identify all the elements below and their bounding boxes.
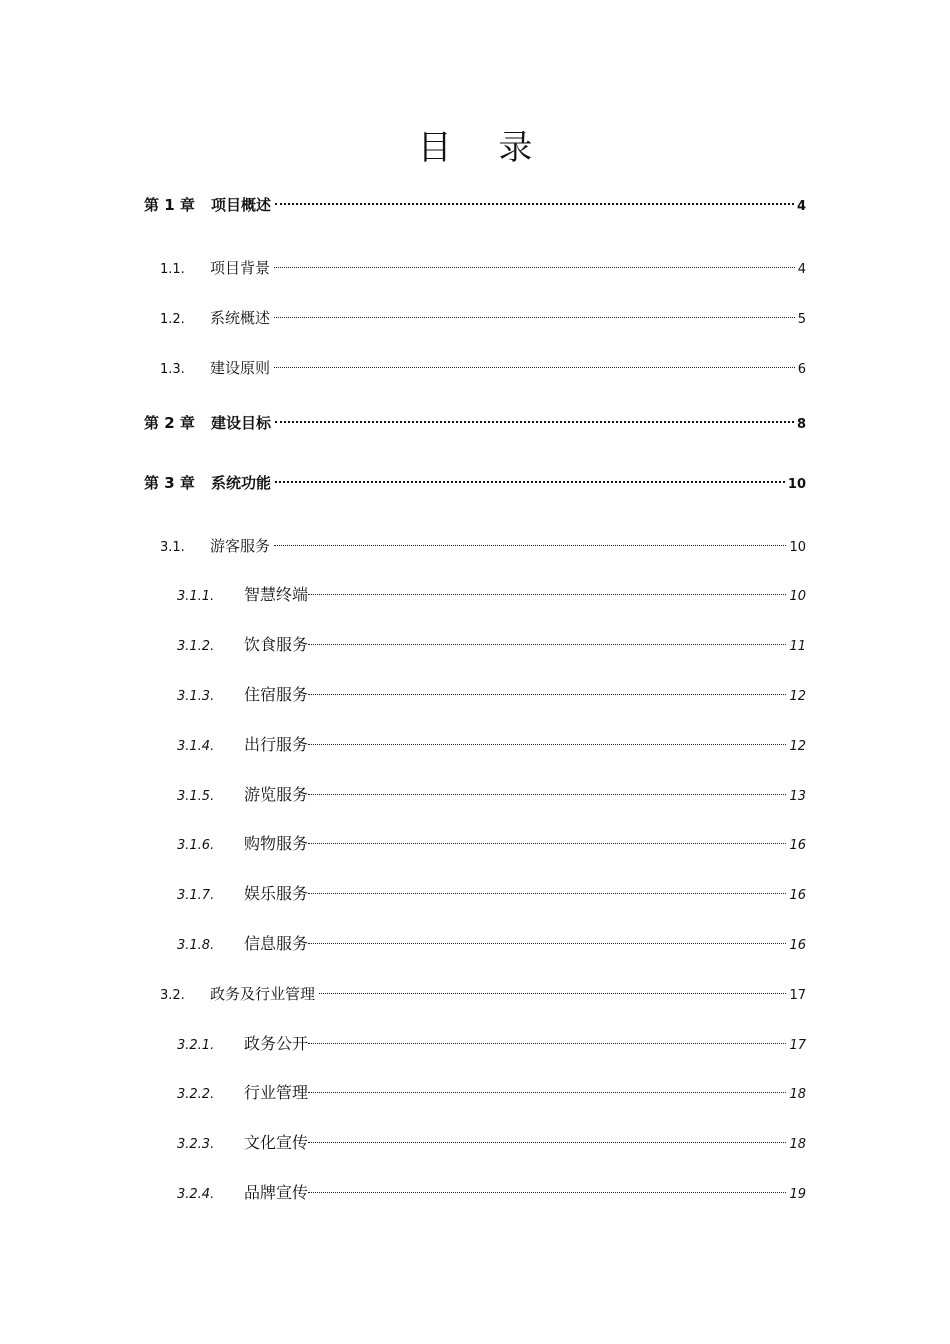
toc-entry-label: 项目背景 bbox=[210, 259, 271, 277]
toc-entry-number: 3.2. bbox=[160, 988, 185, 1003]
toc-entry-subsection-3-2-4[interactable] bbox=[177, 1174, 806, 1202]
toc-entry-chapter-1[interactable] bbox=[144, 186, 806, 214]
dot-leader bbox=[308, 1124, 786, 1148]
dot-leader bbox=[308, 626, 786, 650]
toc-entry-page: 17 bbox=[789, 988, 806, 1003]
toc-entry-label: 出行服务 bbox=[244, 735, 309, 754]
toc-entry-number: 3.1.4. bbox=[177, 739, 215, 754]
toc-entry-label: 建设原则 bbox=[210, 359, 271, 377]
toc-entry-subsection-3-1-6[interactable] bbox=[177, 825, 806, 853]
dot-leader bbox=[274, 349, 795, 373]
toc-entry-page: 12 bbox=[789, 739, 806, 754]
toc-entry-label: 文化宣传 bbox=[244, 1133, 309, 1152]
toc-entry-page: 16 bbox=[789, 888, 806, 903]
toc-entry-number: 3.2.2. bbox=[177, 1087, 215, 1102]
toc-entry-label: 行业管理 bbox=[244, 1083, 309, 1102]
dot-leader bbox=[308, 726, 786, 750]
toc-entry-number: 3.1.8. bbox=[177, 938, 215, 953]
toc-entry-label: 建设目标 bbox=[211, 414, 272, 432]
dot-leader bbox=[308, 1174, 786, 1198]
toc-entry-number: 1.1. bbox=[160, 262, 185, 277]
toc-entry-number: 3.1.5. bbox=[177, 789, 215, 804]
toc-entry-label: 智慧终端 bbox=[244, 585, 309, 604]
toc-entry-number: 1.3. bbox=[160, 362, 185, 377]
toc-entry-page: 5 bbox=[797, 312, 806, 327]
toc-entry-section-1-1[interactable] bbox=[160, 249, 806, 277]
toc-entry-page: 10 bbox=[789, 540, 806, 555]
toc-entry-number: 3.1. bbox=[160, 540, 185, 555]
toc-entry-section-1-3[interactable] bbox=[160, 349, 806, 377]
toc-entry-subsection-3-2-3[interactable] bbox=[177, 1124, 806, 1152]
toc-entry-page: 13 bbox=[789, 789, 806, 804]
toc-entry-number: 第 1 章 bbox=[144, 196, 195, 214]
dot-leader bbox=[319, 975, 786, 999]
toc-entry-label: 项目概述 bbox=[211, 196, 272, 214]
toc-entry-page: 12 bbox=[789, 689, 806, 704]
toc-entry-label: 信息服务 bbox=[244, 934, 309, 953]
toc-entry-number: 3.2.1. bbox=[177, 1038, 215, 1053]
toc-entry-subsection-3-2-1[interactable] bbox=[177, 1025, 806, 1053]
toc-entry-number: 3.1.3. bbox=[177, 689, 215, 704]
toc-entry-page: 19 bbox=[789, 1187, 806, 1202]
toc-entry-subsection-3-1-3[interactable] bbox=[177, 676, 806, 704]
toc-entry-label: 娱乐服务 bbox=[244, 884, 309, 903]
toc-entry-subsection-3-1-5[interactable] bbox=[177, 776, 806, 804]
toc-entry-page: 10 bbox=[787, 477, 806, 492]
toc-entry-label: 政务及行业管理 bbox=[210, 985, 316, 1003]
toc-entry-label: 住宿服务 bbox=[244, 685, 309, 704]
toc-entry-page: 18 bbox=[789, 1137, 806, 1152]
toc-entry-label: 品牌宣传 bbox=[244, 1183, 309, 1202]
dot-leader bbox=[308, 1025, 786, 1049]
toc-entry-label: 系统功能 bbox=[211, 474, 272, 492]
dot-leader bbox=[308, 676, 786, 700]
toc-entry-subsection-3-1-2[interactable] bbox=[177, 626, 806, 654]
toc-entry-chapter-3[interactable] bbox=[144, 464, 806, 492]
dot-leader bbox=[308, 576, 786, 600]
toc-entry-number: 3.2.4. bbox=[177, 1187, 215, 1202]
dot-leader bbox=[274, 527, 786, 551]
toc-entry-number: 第 3 章 bbox=[144, 474, 195, 492]
dot-leader bbox=[274, 249, 795, 273]
toc-entry-page: 6 bbox=[797, 362, 806, 377]
toc-entry-subsection-3-1-1[interactable] bbox=[177, 576, 806, 604]
page-title: 目 录 bbox=[417, 127, 551, 168]
toc-entry-number: 3.1.2. bbox=[177, 639, 215, 654]
dot-leader bbox=[308, 1074, 786, 1098]
toc-entry-label: 游览服务 bbox=[244, 785, 309, 804]
toc-entry-number: 3.2.3. bbox=[177, 1137, 215, 1152]
toc-entry-label: 购物服务 bbox=[244, 834, 309, 853]
dot-leader bbox=[308, 776, 786, 800]
toc-entry-label: 游客服务 bbox=[210, 537, 271, 555]
toc-entry-page: 18 bbox=[789, 1087, 806, 1102]
toc-entry-number: 3.1.6. bbox=[177, 838, 215, 853]
dot-leader bbox=[275, 186, 794, 210]
dot-leader bbox=[275, 404, 794, 428]
toc-entry-chapter-2[interactable] bbox=[144, 404, 806, 432]
toc-entry-number: 3.1.1. bbox=[177, 589, 215, 604]
toc-entry-subsection-3-2-2[interactable] bbox=[177, 1074, 806, 1102]
toc-entry-number: 3.1.7. bbox=[177, 888, 215, 903]
toc-entry-section-3-2[interactable] bbox=[160, 975, 806, 1003]
toc-entry-section-3-1[interactable] bbox=[160, 527, 806, 555]
toc-entry-page: 16 bbox=[789, 838, 806, 853]
toc-entry-subsection-3-1-7[interactable] bbox=[177, 875, 806, 903]
dot-leader bbox=[275, 464, 785, 488]
dot-leader bbox=[308, 875, 786, 899]
toc-entry-label: 饮食服务 bbox=[244, 635, 309, 654]
dot-leader bbox=[308, 925, 786, 949]
toc-entry-number: 1.2. bbox=[160, 312, 185, 327]
toc-entry-page: 4 bbox=[797, 262, 806, 277]
toc-entry-page: 8 bbox=[796, 417, 806, 432]
toc-entry-page: 17 bbox=[789, 1038, 806, 1053]
toc-entry-number: 第 2 章 bbox=[144, 414, 195, 432]
toc-entry-subsection-3-1-4[interactable] bbox=[177, 726, 806, 754]
toc-entry-page: 4 bbox=[796, 199, 806, 214]
toc-entry-subsection-3-1-8[interactable] bbox=[177, 925, 806, 953]
dot-leader bbox=[274, 299, 795, 323]
dot-leader bbox=[308, 825, 786, 849]
toc-entry-page: 16 bbox=[789, 938, 806, 953]
toc-entry-label: 政务公开 bbox=[244, 1034, 309, 1053]
toc-entry-page: 11 bbox=[789, 639, 806, 654]
toc-entry-label: 系统概述 bbox=[210, 309, 271, 327]
toc-entry-section-1-2[interactable] bbox=[160, 299, 806, 327]
toc-entry-page: 10 bbox=[789, 589, 806, 604]
